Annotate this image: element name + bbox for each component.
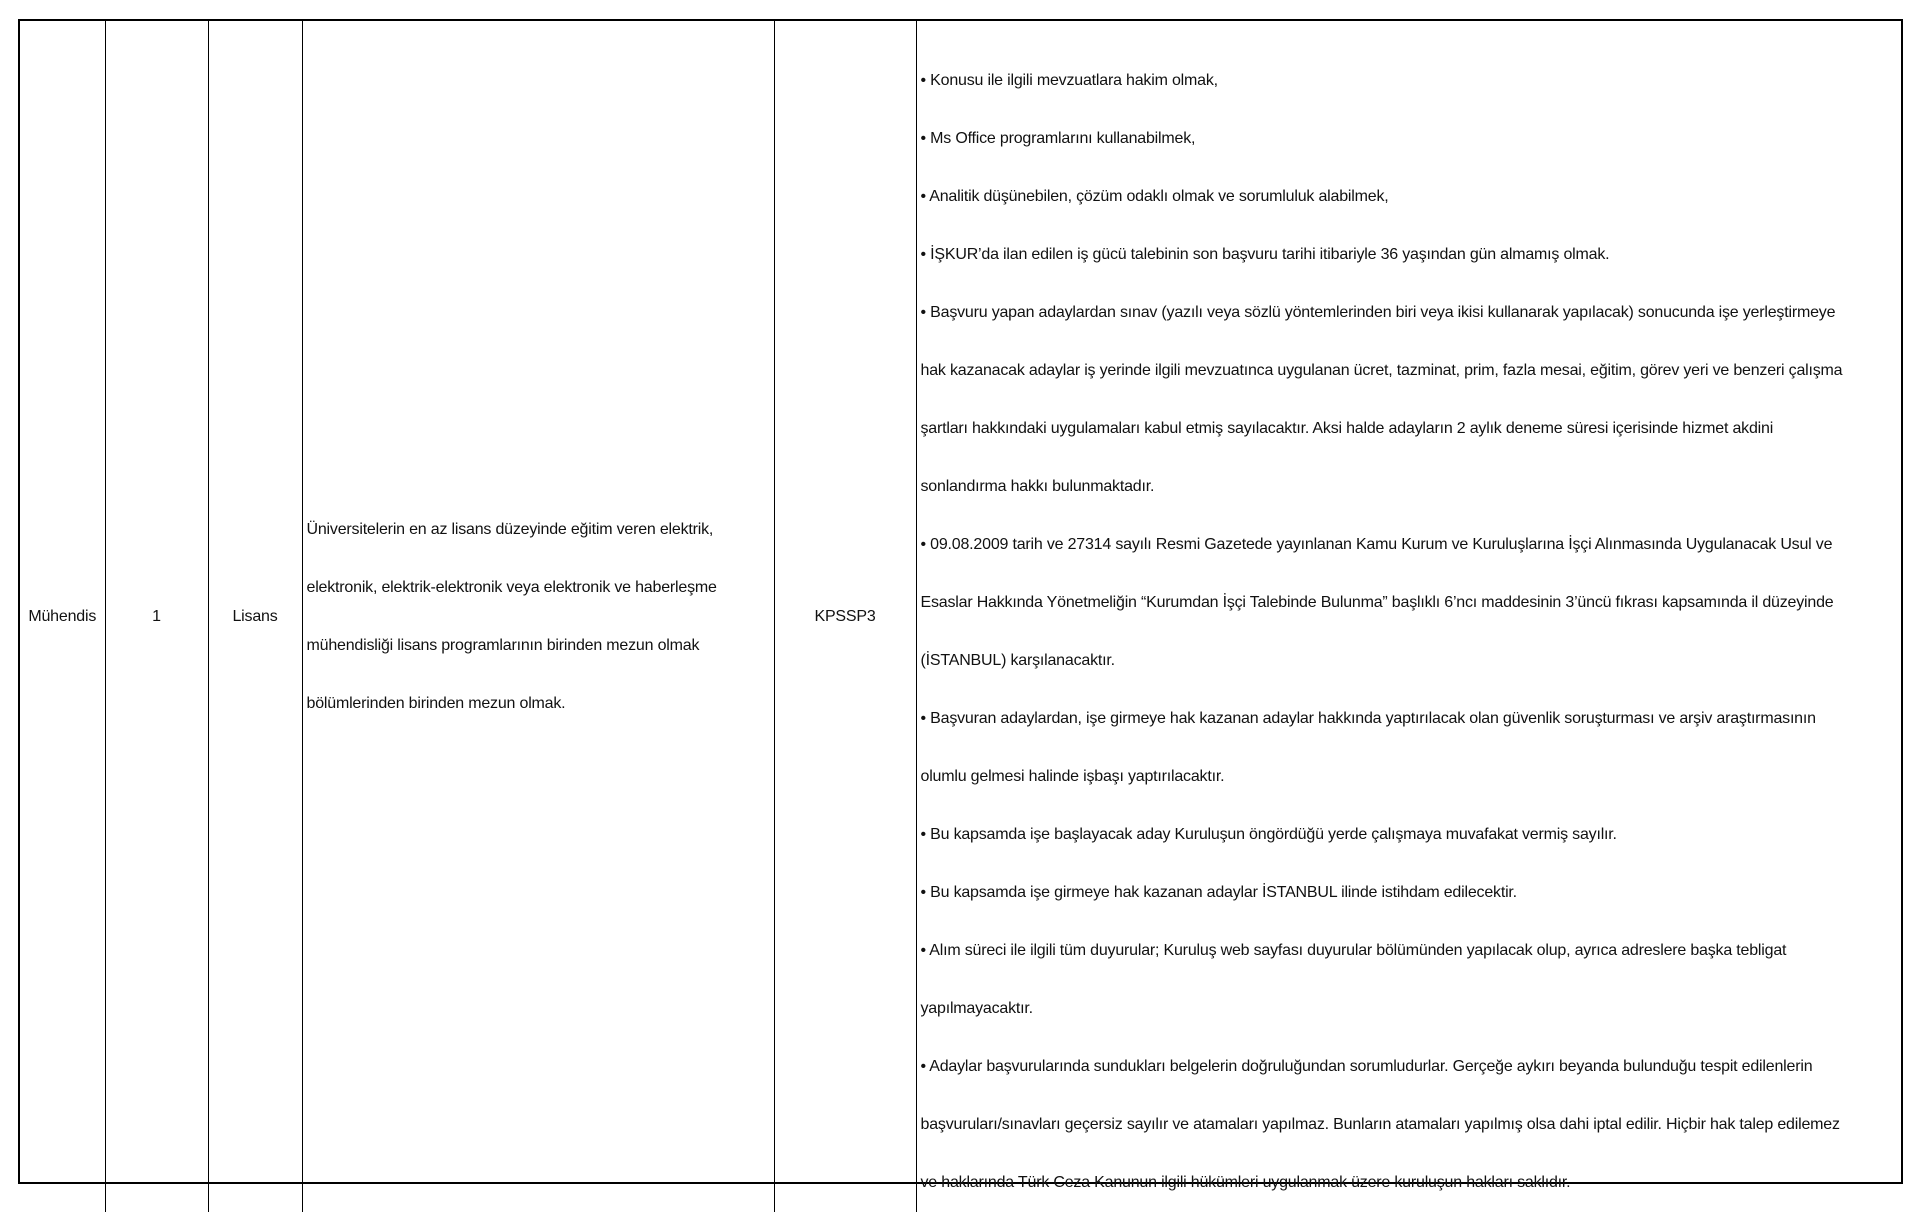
department-cell [302,21,774,1212]
notes-cell [916,21,1901,1212]
notes-line: (İSTANBUL) karşılanacaktır. [920,652,1115,669]
department-line: elektronik, elektrik-elektronik veya elektronik ve haberleşme [306,578,717,596]
notes-line: • Ms Office programlarını kullanabilmek, [920,130,1196,147]
notes-line: yapılmayacaktır. [920,1000,1033,1017]
table-grid [20,21,1901,1212]
notes-line: • Konusu ile ilgili mevzuatlara hakim olmak, [920,72,1218,89]
education-cell: Lisans [208,21,302,1212]
notes-line: • Adaylar başvurularında sundukları belgelerin doğruluğundan sorumludurlar. Gerçeğe aykırı beyanda bulunduğu tespit edilenlerin [920,1058,1813,1075]
notes-line: • Başvuran adaylardan, işe girmeye hak kazanan adaylar hakkında yaptırılacak olan güvenlik soruşturması ve arşiv araştırmasının [920,710,1816,727]
notes-line: ve haklarında Türk Ceza Kanunun ilgili hükümleri uygulanmak üzere kuruluşun hakları saklıdır. [920,1174,1571,1191]
notes-line: sonlandırma hakkı bulunmaktadır. [920,478,1155,495]
exam-cell: KPSSP3 [774,21,916,1212]
notes-line: şartları hakkındaki uygulamaları kabul etmiş sayılacaktır. Aksi halde adayların 2 aylık deneme süresi içerisinde hizmet akdini [920,420,1774,437]
department-line: Üniversitelerin en az lisans düzeyinde eğitim veren elektrik, [306,520,714,538]
notes-line: • İŞKUR’da ilan edilen iş gücü talebinin son başvuru tarihi itibariyle 36 yaşından gün almamış olmak. [920,246,1610,263]
notes-line: • Alım süreci ile ilgili tüm duyurular; Kuruluş web sayfası duyurular bölümünden yapılacak olup, ayrıca adreslere başka tebligat [920,942,1787,959]
notes-line: • Bu kapsamda işe başlayacak aday Kuruluşun öngördüğü yerde çalışmaya muvafakat vermiş sayılır. [920,826,1617,843]
notes-line: hak kazanacak adaylar iş yerinde ilgili mevzuatınca uygulanan ücret, tazminat, prim, fazla mesai, eğitim, görev yeri ve benzeri çalışma [920,362,1843,379]
table-row [20,21,1901,1212]
notes-line: • 09.08.2009 tarih ve 27314 sayılı Resmi Gazetede yayınlanan Kamu Kurum ve Kuruluşlarına İşçi Alınmasında Uygulanacak Usul ve [920,536,1833,553]
notes-line: • Başvuru yapan adaylardan sınav (yazılı veya sözlü yöntemlerinden biri veya ikisi kullanarak yapılacak) sonucunda işe yerleştirmeye [920,304,1836,321]
department-line: bölümlerinden birinden mezun olmak. [306,694,566,712]
notes-line: olumlu gelmesi halinde işbaşı yaptırılacaktır. [920,768,1225,785]
count-cell: 1 [105,21,208,1212]
notes-line: • Bu kapsamda işe girmeye hak kazanan adaylar İSTANBUL ilinde istihdam edilecektir. [920,884,1517,901]
notes-line: başvuruları/sınavları geçersiz sayılır ve atamaları yapılmaz. Bunların atamaları yapılmış olsa dahi iptal edilir. Hiçbir hak talep edilemez [920,1116,1840,1133]
position-cell: Mühendis [28,607,97,625]
department-line: mühendisliği lisans programlarının birinden mezun olmak [306,636,700,654]
notes-line: • Analitik düşünebilen, çözüm odaklı olmak ve sorumluluk alabilmek, [920,188,1389,205]
notes-line: Esaslar Hakkında Yönetmeliğin “Kurumdan İşçi Talebinde Bulunma” başlıklı 6’ncı maddesinin 3’üncü fıkrası kapsamında il düzeyinde [920,594,1834,611]
job-listing-table [18,19,1903,1191]
